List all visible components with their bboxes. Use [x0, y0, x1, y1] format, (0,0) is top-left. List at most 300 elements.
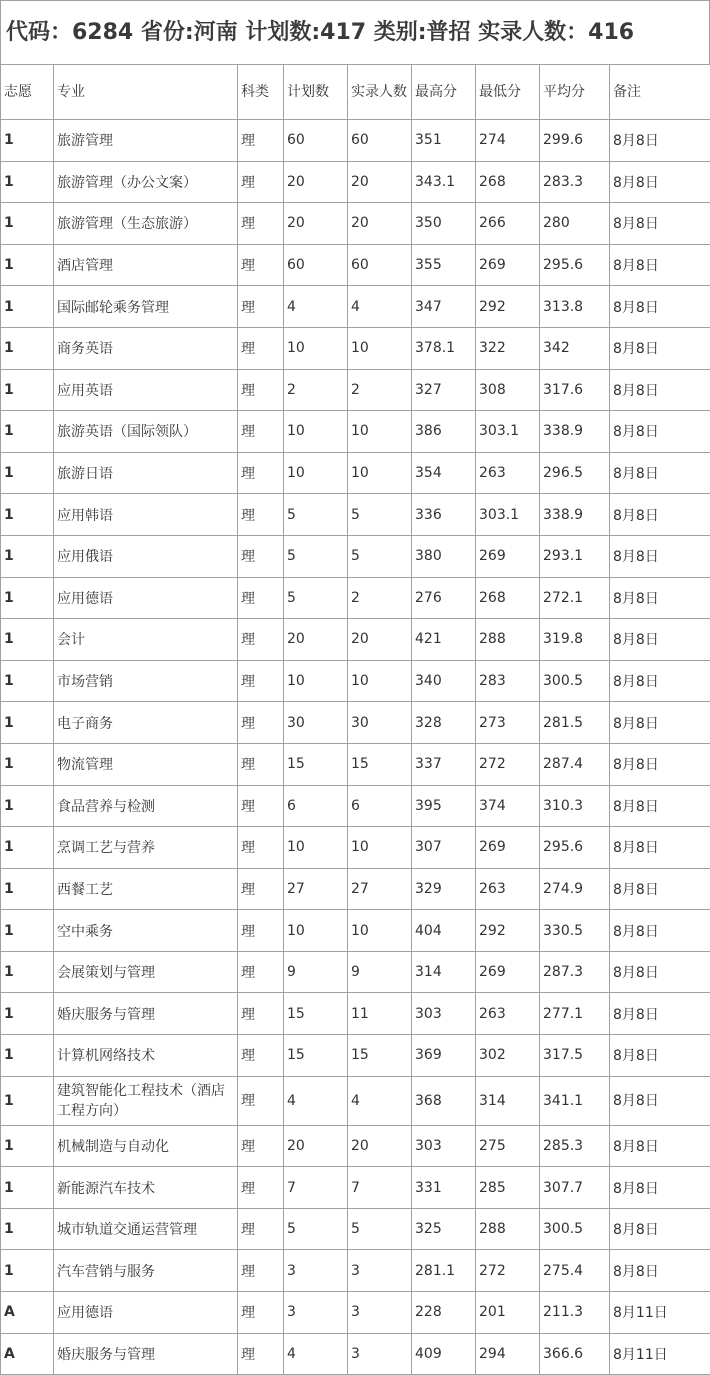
min-score-cell: 268	[476, 577, 540, 619]
max-score-cell: 369	[412, 1035, 476, 1077]
major-cell: 建筑智能化工程技术（酒店工程方向）	[54, 1076, 238, 1125]
category-cell: 理	[238, 1035, 284, 1077]
table-row	[1, 702, 710, 744]
plan-cell: 30	[284, 702, 348, 744]
note-cell: 8月8日	[610, 619, 710, 661]
max-score-cell: 351	[412, 120, 476, 162]
category-cell: 理	[238, 743, 284, 785]
avg-score-cell: 342	[540, 327, 610, 369]
choice-cell: 1	[1, 244, 54, 286]
avg-score-cell: 300.5	[540, 1208, 610, 1250]
choice-cell: 1	[1, 910, 54, 952]
min-score-cell: 266	[476, 203, 540, 245]
choice-cell: 1	[1, 702, 54, 744]
major-cell: 旅游英语（国际领队）	[54, 411, 238, 453]
choice-cell: 1	[1, 1167, 54, 1209]
major-cell: 会展策划与管理	[54, 951, 238, 993]
note-cell: 8月8日	[610, 327, 710, 369]
max-score-cell: 354	[412, 452, 476, 494]
table-row	[1, 577, 710, 619]
max-score-cell: 314	[412, 951, 476, 993]
note-cell: 8月8日	[610, 785, 710, 827]
max-score-cell: 368	[412, 1076, 476, 1125]
major-cell: 计算机网络技术	[54, 1035, 238, 1077]
admitted-cell: 10	[348, 827, 412, 869]
choice-cell: A	[1, 1333, 54, 1375]
plan-cell: 20	[284, 203, 348, 245]
table-row	[1, 868, 710, 910]
category-cell: 理	[238, 910, 284, 952]
col-header-category: 科类	[238, 65, 284, 120]
avg-score-cell: 272.1	[540, 577, 610, 619]
choice-cell: 1	[1, 577, 54, 619]
table-row	[1, 244, 710, 286]
min-score-cell: 263	[476, 868, 540, 910]
note-cell: 8月8日	[610, 993, 710, 1035]
avg-score-cell: 295.6	[540, 827, 610, 869]
note-cell: 8月8日	[610, 827, 710, 869]
choice-cell: 1	[1, 369, 54, 411]
avg-score-cell: 274.9	[540, 868, 610, 910]
category-cell: 理	[238, 327, 284, 369]
choice-cell: A	[1, 1292, 54, 1334]
category-cell: 理	[238, 619, 284, 661]
max-score-cell: 350	[412, 203, 476, 245]
note-cell: 8月8日	[610, 535, 710, 577]
plan-cell: 10	[284, 827, 348, 869]
avg-score-cell: 317.6	[540, 369, 610, 411]
major-cell: 旅游管理（办公文案）	[54, 161, 238, 203]
avg-score-cell: 317.5	[540, 1035, 610, 1077]
admitted-cell: 9	[348, 951, 412, 993]
note-cell: 8月8日	[610, 951, 710, 993]
major-cell: 电子商务	[54, 702, 238, 744]
choice-cell: 1	[1, 203, 54, 245]
admitted-cell: 60	[348, 120, 412, 162]
admitted-cell: 4	[348, 1076, 412, 1125]
plan-cell: 9	[284, 951, 348, 993]
category-cell: 理	[238, 369, 284, 411]
min-score-cell: 322	[476, 327, 540, 369]
category-cell: 理	[238, 1125, 284, 1167]
avg-score-cell: 275.4	[540, 1250, 610, 1292]
min-score-cell: 285	[476, 1167, 540, 1209]
max-score-cell: 325	[412, 1208, 476, 1250]
major-cell: 会计	[54, 619, 238, 661]
major-cell: 应用韩语	[54, 494, 238, 536]
table-row	[1, 411, 710, 453]
max-score-cell: 347	[412, 286, 476, 328]
major-cell: 新能源汽车技术	[54, 1167, 238, 1209]
category-cell: 理	[238, 286, 284, 328]
choice-cell: 1	[1, 1076, 54, 1125]
plan-cell: 20	[284, 161, 348, 203]
table-row	[1, 161, 710, 203]
col-header-major: 专业	[54, 65, 238, 120]
plan-cell: 20	[284, 619, 348, 661]
max-score-cell: 327	[412, 369, 476, 411]
table-row	[1, 1292, 710, 1334]
table-row	[1, 743, 710, 785]
category-cell: 理	[238, 494, 284, 536]
plan-cell: 10	[284, 327, 348, 369]
table-row	[1, 369, 710, 411]
plan-cell: 10	[284, 910, 348, 952]
major-cell: 空中乘务	[54, 910, 238, 952]
col-header-plan: 计划数	[284, 65, 348, 120]
admitted-cell: 15	[348, 1035, 412, 1077]
category-cell: 理	[238, 1333, 284, 1375]
min-score-cell: 283	[476, 660, 540, 702]
major-cell: 旅游日语	[54, 452, 238, 494]
max-score-cell: 409	[412, 1333, 476, 1375]
table-row	[1, 1208, 710, 1250]
plan-cell: 10	[284, 452, 348, 494]
min-score-cell: 292	[476, 910, 540, 952]
max-score-cell: 303	[412, 1125, 476, 1167]
table-row	[1, 785, 710, 827]
category-cell: 理	[238, 120, 284, 162]
min-score-cell: 263	[476, 993, 540, 1035]
avg-score-cell: 295.6	[540, 244, 610, 286]
category-cell: 理	[238, 411, 284, 453]
table-row	[1, 452, 710, 494]
max-score-cell: 337	[412, 743, 476, 785]
avg-score-cell: 300.5	[540, 660, 610, 702]
avg-score-cell: 338.9	[540, 494, 610, 536]
category-cell: 理	[238, 244, 284, 286]
plan-cell: 27	[284, 868, 348, 910]
plan-cell: 5	[284, 535, 348, 577]
note-cell: 8月8日	[610, 1167, 710, 1209]
category-cell: 理	[238, 1292, 284, 1334]
major-cell: 食品营养与检测	[54, 785, 238, 827]
note-cell: 8月8日	[610, 120, 710, 162]
table-row	[1, 660, 710, 702]
table-row	[1, 1125, 710, 1167]
admitted-cell: 15	[348, 743, 412, 785]
note-cell: 8月11日	[610, 1333, 710, 1375]
major-cell: 市场营销	[54, 660, 238, 702]
min-score-cell: 303.1	[476, 411, 540, 453]
admitted-cell: 27	[348, 868, 412, 910]
avg-score-cell: 280	[540, 203, 610, 245]
min-score-cell: 272	[476, 1250, 540, 1292]
max-score-cell: 331	[412, 1167, 476, 1209]
avg-score-cell: 296.5	[540, 452, 610, 494]
admitted-cell: 3	[348, 1292, 412, 1334]
max-score-cell: 395	[412, 785, 476, 827]
table-row	[1, 203, 710, 245]
note-cell: 8月8日	[610, 577, 710, 619]
min-score-cell: 374	[476, 785, 540, 827]
choice-cell: 1	[1, 1125, 54, 1167]
table-row	[1, 1076, 710, 1125]
avg-score-cell: 366.6	[540, 1333, 610, 1375]
max-score-cell: 340	[412, 660, 476, 702]
major-cell: 机械制造与自动化	[54, 1125, 238, 1167]
max-score-cell: 378.1	[412, 327, 476, 369]
plan-cell: 7	[284, 1167, 348, 1209]
category-cell: 理	[238, 535, 284, 577]
note-cell: 8月8日	[610, 1125, 710, 1167]
max-score-cell: 421	[412, 619, 476, 661]
plan-cell: 4	[284, 1333, 348, 1375]
col-header-max-score: 最高分	[412, 65, 476, 120]
note-cell: 8月8日	[610, 1208, 710, 1250]
plan-cell: 6	[284, 785, 348, 827]
major-cell: 西餐工艺	[54, 868, 238, 910]
choice-cell: 1	[1, 785, 54, 827]
major-cell: 应用德语	[54, 577, 238, 619]
plan-cell: 10	[284, 411, 348, 453]
col-header-choice: 志愿	[1, 65, 54, 120]
category-cell: 理	[238, 452, 284, 494]
admitted-cell: 5	[348, 1208, 412, 1250]
major-cell: 商务英语	[54, 327, 238, 369]
table-row	[1, 951, 710, 993]
admitted-cell: 11	[348, 993, 412, 1035]
max-score-cell: 386	[412, 411, 476, 453]
major-cell: 应用俄语	[54, 535, 238, 577]
avg-score-cell: 287.4	[540, 743, 610, 785]
table-row	[1, 494, 710, 536]
note-cell: 8月8日	[610, 494, 710, 536]
admitted-cell: 10	[348, 411, 412, 453]
avg-score-cell: 307.7	[540, 1167, 610, 1209]
major-cell: 城市轨道交通运营管理	[54, 1208, 238, 1250]
note-cell: 8月8日	[610, 161, 710, 203]
choice-cell: 1	[1, 327, 54, 369]
min-score-cell: 273	[476, 702, 540, 744]
choice-cell: 1	[1, 660, 54, 702]
major-cell: 旅游管理	[54, 120, 238, 162]
choice-cell: 1	[1, 120, 54, 162]
choice-cell: 1	[1, 743, 54, 785]
max-score-cell: 228	[412, 1292, 476, 1334]
avg-score-cell: 341.1	[540, 1076, 610, 1125]
plan-cell: 15	[284, 743, 348, 785]
max-score-cell: 328	[412, 702, 476, 744]
plan-cell: 20	[284, 1125, 348, 1167]
choice-cell: 1	[1, 827, 54, 869]
admitted-cell: 3	[348, 1333, 412, 1375]
min-score-cell: 269	[476, 827, 540, 869]
avg-score-cell: 330.5	[540, 910, 610, 952]
table-row	[1, 1035, 710, 1077]
admitted-cell: 60	[348, 244, 412, 286]
category-cell: 理	[238, 951, 284, 993]
category-cell: 理	[238, 660, 284, 702]
note-cell: 8月8日	[610, 244, 710, 286]
col-header-note: 备注	[610, 65, 710, 120]
avg-score-cell: 285.3	[540, 1125, 610, 1167]
table-row	[1, 535, 710, 577]
choice-cell: 1	[1, 868, 54, 910]
note-cell: 8月8日	[610, 702, 710, 744]
max-score-cell: 336	[412, 494, 476, 536]
min-score-cell: 201	[476, 1292, 540, 1334]
page-title: 代码：6284 省份:河南 计划数:417 类别:普招 实录人数：416	[0, 0, 710, 64]
plan-cell: 4	[284, 286, 348, 328]
major-cell: 物流管理	[54, 743, 238, 785]
table-row	[1, 120, 710, 162]
category-cell: 理	[238, 993, 284, 1035]
choice-cell: 1	[1, 452, 54, 494]
admitted-cell: 10	[348, 327, 412, 369]
plan-cell: 3	[284, 1250, 348, 1292]
admitted-cell: 20	[348, 619, 412, 661]
note-cell: 8月8日	[610, 1035, 710, 1077]
major-cell: 烹调工艺与营养	[54, 827, 238, 869]
min-score-cell: 288	[476, 619, 540, 661]
plan-cell: 10	[284, 660, 348, 702]
avg-score-cell: 281.5	[540, 702, 610, 744]
min-score-cell: 268	[476, 161, 540, 203]
table-row	[1, 286, 710, 328]
note-cell: 8月11日	[610, 1292, 710, 1334]
table-row	[1, 327, 710, 369]
choice-cell: 1	[1, 535, 54, 577]
category-cell: 理	[238, 577, 284, 619]
admitted-cell: 20	[348, 1125, 412, 1167]
avg-score-cell: 293.1	[540, 535, 610, 577]
table-row	[1, 827, 710, 869]
plan-cell: 4	[284, 1076, 348, 1125]
note-cell: 8月8日	[610, 452, 710, 494]
min-score-cell: 294	[476, 1333, 540, 1375]
choice-cell: 1	[1, 951, 54, 993]
category-cell: 理	[238, 827, 284, 869]
major-cell: 汽车营销与服务	[54, 1250, 238, 1292]
avg-score-cell: 313.8	[540, 286, 610, 328]
plan-cell: 60	[284, 120, 348, 162]
admitted-cell: 2	[348, 369, 412, 411]
category-cell: 理	[238, 1167, 284, 1209]
avg-score-cell: 287.3	[540, 951, 610, 993]
note-cell: 8月8日	[610, 910, 710, 952]
major-cell: 酒店管理	[54, 244, 238, 286]
major-cell: 婚庆服务与管理	[54, 1333, 238, 1375]
table-row	[1, 910, 710, 952]
major-cell: 国际邮轮乘务管理	[54, 286, 238, 328]
avg-score-cell: 338.9	[540, 411, 610, 453]
max-score-cell: 281.1	[412, 1250, 476, 1292]
min-score-cell: 275	[476, 1125, 540, 1167]
category-cell: 理	[238, 702, 284, 744]
table-body	[1, 120, 710, 1375]
max-score-cell: 404	[412, 910, 476, 952]
major-cell: 婚庆服务与管理	[54, 993, 238, 1035]
admitted-cell: 7	[348, 1167, 412, 1209]
admitted-cell: 20	[348, 203, 412, 245]
col-header-admitted: 实录人数	[348, 65, 412, 120]
note-cell: 8月8日	[610, 743, 710, 785]
min-score-cell: 302	[476, 1035, 540, 1077]
table-row	[1, 619, 710, 661]
plan-cell: 3	[284, 1292, 348, 1334]
admitted-cell: 10	[348, 452, 412, 494]
note-cell: 8月8日	[610, 1250, 710, 1292]
admitted-cell: 30	[348, 702, 412, 744]
admitted-cell: 3	[348, 1250, 412, 1292]
admitted-cell: 2	[348, 577, 412, 619]
table-row	[1, 1333, 710, 1375]
admitted-cell: 5	[348, 535, 412, 577]
admitted-cell: 10	[348, 910, 412, 952]
plan-cell: 60	[284, 244, 348, 286]
avg-score-cell: 299.6	[540, 120, 610, 162]
admission-table	[0, 64, 710, 1375]
category-cell: 理	[238, 203, 284, 245]
note-cell: 8月8日	[610, 411, 710, 453]
avg-score-cell: 211.3	[540, 1292, 610, 1334]
table-row	[1, 1167, 710, 1209]
col-header-avg-score: 平均分	[540, 65, 610, 120]
min-score-cell: 269	[476, 951, 540, 993]
admitted-cell: 6	[348, 785, 412, 827]
major-cell: 旅游管理（生态旅游）	[54, 203, 238, 245]
min-score-cell: 263	[476, 452, 540, 494]
choice-cell: 1	[1, 286, 54, 328]
col-header-min-score: 最低分	[476, 65, 540, 120]
category-cell: 理	[238, 161, 284, 203]
note-cell: 8月8日	[610, 868, 710, 910]
plan-cell: 5	[284, 1208, 348, 1250]
note-cell: 8月8日	[610, 660, 710, 702]
admitted-cell: 5	[348, 494, 412, 536]
choice-cell: 1	[1, 411, 54, 453]
plan-cell: 2	[284, 369, 348, 411]
table-header-row	[1, 65, 710, 120]
choice-cell: 1	[1, 1035, 54, 1077]
plan-cell: 5	[284, 494, 348, 536]
avg-score-cell: 310.3	[540, 785, 610, 827]
choice-cell: 1	[1, 1250, 54, 1292]
choice-cell: 1	[1, 993, 54, 1035]
min-score-cell: 292	[476, 286, 540, 328]
avg-score-cell: 277.1	[540, 993, 610, 1035]
note-cell: 8月8日	[610, 286, 710, 328]
category-cell: 理	[238, 1208, 284, 1250]
admitted-cell: 4	[348, 286, 412, 328]
min-score-cell: 303.1	[476, 494, 540, 536]
choice-cell: 1	[1, 161, 54, 203]
min-score-cell: 308	[476, 369, 540, 411]
max-score-cell: 307	[412, 827, 476, 869]
table-row	[1, 993, 710, 1035]
min-score-cell: 274	[476, 120, 540, 162]
table-row	[1, 1250, 710, 1292]
note-cell: 8月8日	[610, 369, 710, 411]
plan-cell: 15	[284, 993, 348, 1035]
min-score-cell: 272	[476, 743, 540, 785]
min-score-cell: 288	[476, 1208, 540, 1250]
max-score-cell: 380	[412, 535, 476, 577]
category-cell: 理	[238, 785, 284, 827]
major-cell: 应用德语	[54, 1292, 238, 1334]
min-score-cell: 269	[476, 535, 540, 577]
category-cell: 理	[238, 1076, 284, 1125]
choice-cell: 1	[1, 494, 54, 536]
avg-score-cell: 283.3	[540, 161, 610, 203]
note-cell: 8月8日	[610, 1076, 710, 1125]
max-score-cell: 303	[412, 993, 476, 1035]
admitted-cell: 20	[348, 161, 412, 203]
major-cell: 应用英语	[54, 369, 238, 411]
plan-cell: 5	[284, 577, 348, 619]
max-score-cell: 329	[412, 868, 476, 910]
